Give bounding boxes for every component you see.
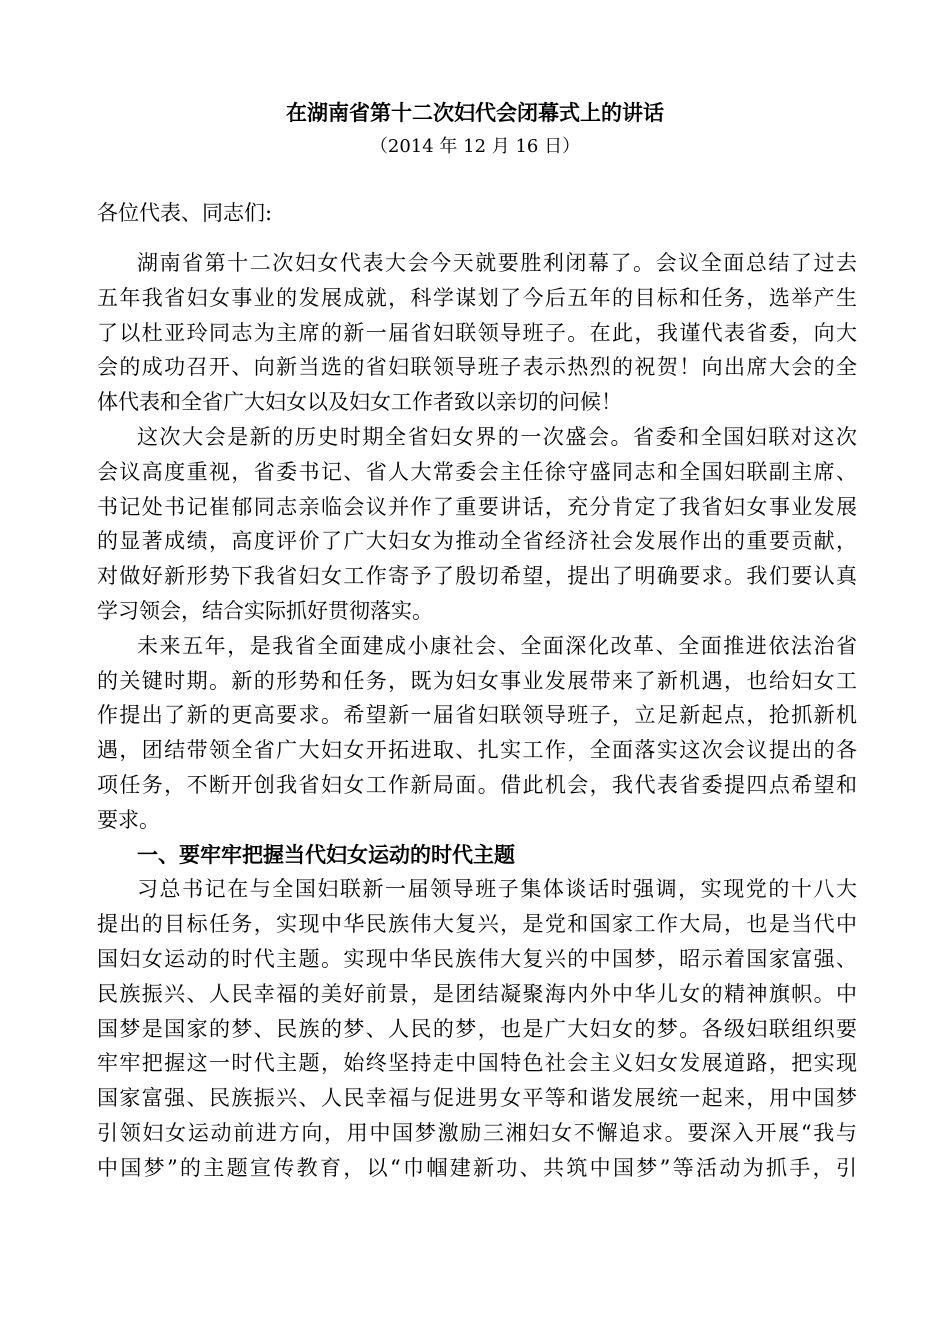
paragraph-line: 体代表和全省广大妇女以及妇女工作者致以亲切的问候！ bbox=[97, 390, 622, 415]
paragraph-line: 这次大会是新的历史时期全省妇女界的一次盛会。省委和全国妇联对这次 bbox=[137, 424, 857, 449]
section-heading: 一、要牢牢把握当代妇女运动的时代主题 bbox=[137, 841, 515, 867]
paragraph-line: 作提出了新的更高要求。希望新一届省妇联领导班子，立足新起点，抢抓新机 bbox=[97, 703, 857, 728]
paragraph-line: 国妇女运动的时代主题。实现中华民族伟大复兴的中国梦，昭示着国家富强、 bbox=[97, 946, 857, 971]
document-date: （2014 年 12 月 16 日） bbox=[369, 136, 581, 157]
paragraph-line: 未来五年，是我省全面建成小康社会、全面深化改革、全面推进依法治省 bbox=[137, 633, 857, 658]
document-title: 在湖南省第十二次妇代会闭幕式上的讲话 bbox=[286, 100, 664, 125]
paragraph-line: 遇，团结带领全省广大妇女开拓进取、扎实工作，全面落实这次会议提出的各 bbox=[97, 738, 857, 763]
paragraph-line: 牢牢把握这一时代主题，始终坚持走中国特色社会主义妇女发展道路，把实现 bbox=[97, 1051, 857, 1076]
paragraph-line: 国家富强、民族振兴、人民幸福与促进男女平等和谐发展统一起来，用中国梦 bbox=[97, 1086, 857, 1111]
paragraph-line: 国梦是国家的梦、民族的梦、人民的梦，也是广大妇女的梦。各级妇联组织要 bbox=[97, 1016, 857, 1041]
paragraph-line: 湖南省第十二次妇女代表大会今天就要胜利闭幕了。会议全面总结了过去 bbox=[137, 251, 857, 275]
paragraph-line: 民族振兴、人民幸福的美好前景，是团结凝聚海内外中华儿女的精神旗帜。中 bbox=[97, 981, 857, 1006]
paragraph-line: 了以杜亚玲同志为主席的新一届省妇联领导班子。在此，我谨代表省委，向大 bbox=[97, 320, 857, 345]
paragraph-line: 五年我省妇女事业的发展成就，科学谋划了今后五年的目标和任务，选举产生 bbox=[97, 285, 857, 310]
paragraph-line: 的显著成绩，高度评价了广大妇女为推动全省经济社会发展作出的重要贡献， bbox=[97, 529, 857, 554]
paragraph-line: 中国梦”的主题宣传教育，以“巾帼建新功、共筑中国梦”等活动为抓手，引 bbox=[97, 1155, 857, 1180]
paragraph-line: 对做好新形势下我省妇女工作寄予了殷切希望，提出了明确要求。我们要认真 bbox=[97, 564, 857, 589]
paragraph-line: 的关键时期。新的形势和任务，既为妇女事业发展带来了新机遇，也给妇女工 bbox=[97, 668, 857, 693]
paragraph-line: 会议高度重视，省委书记、省人大常委会主任徐守盛同志和全国妇联副主席、 bbox=[97, 459, 857, 484]
greeting: 各位代表、同志们: bbox=[97, 201, 273, 225]
paragraph-line: 学习领会，结合实际抓好贯彻落实。 bbox=[97, 598, 433, 623]
document-body bbox=[97, 196, 857, 1186]
paragraph-line: 提出的目标任务，实现中华民族伟大复兴，是党和国家工作大局，也是当代中 bbox=[97, 912, 857, 937]
paragraph-line: 书记处书记崔郁同志亲临会议并作了重要讲话，充分肯定了我省妇女事业发展 bbox=[97, 494, 857, 519]
paragraph-line: 引领妇女运动前进方向，用中国梦激励三湘妇女不懈追求。要深入开展“我与 bbox=[97, 1120, 857, 1145]
paragraph-line: 习总书记在与全国妇联新一届领导班子集体谈话时强调，实现党的十八大 bbox=[137, 877, 857, 902]
paragraph-line: 会的成功召开、向新当选的省妇联领导班子表示热烈的祝贺！向出席大会的全 bbox=[97, 355, 857, 380]
paragraph-line: 项任务，不断开创我省妇女工作新局面。借此机会，我代表省委提四点希望和 bbox=[97, 772, 857, 797]
paragraph-line: 要求。 bbox=[97, 807, 160, 832]
